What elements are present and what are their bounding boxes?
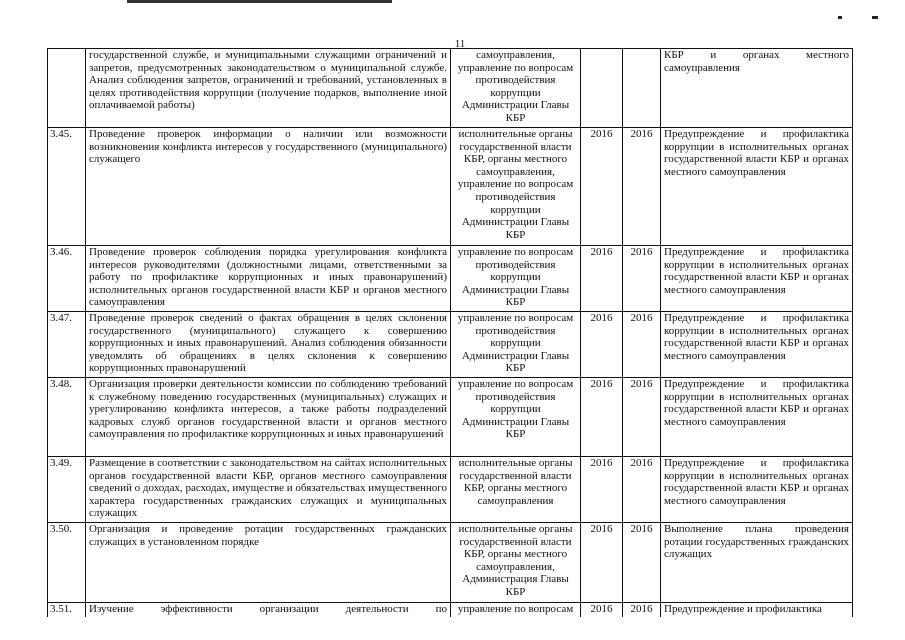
- measures-table: [47, 48, 853, 617]
- expected-result: Предупреждение и профилактика коррупции в исполнительных органах государственной власти КБР и органах местного самоуправления: [661, 128, 853, 246]
- expected-result: Предупреждение и профилактика коррупции в исполнительных органах государственной власти КБР и органах местного самоуправления: [661, 246, 853, 312]
- expected-result: Предупреждение и профилактика коррупции в исполнительных органах государственной власти КБР и органах местного самоуправления: [661, 457, 853, 523]
- end-year: 2016: [623, 603, 661, 617]
- measure-description: Организация и проведение ротации государственных гражданских служащих в установленном порядке: [86, 523, 451, 603]
- responsible-party: управление по вопросам противодействия коррупции Администрации Главы КБР: [451, 246, 581, 312]
- scan-mark: [872, 16, 878, 19]
- start-year: 2016: [581, 523, 623, 603]
- row-number: 3.50.: [48, 523, 86, 603]
- responsible-party: управление по вопросам: [451, 603, 581, 617]
- table-row: [48, 128, 853, 246]
- row-number: 3.46.: [48, 246, 86, 312]
- table-row: [48, 457, 853, 523]
- responsible-party: исполнительные органы государственной власти КБР, органы местного самоуправления: [451, 457, 581, 523]
- measure-description: Проведение проверок сведений о фактах обращения в целях склонения государственного (муниципального) служащего к совершению коррупционных и иных правонарушений. Анализ соблюдения обязанности уведомлять об обращениях в целях склонения к совершению коррупционных правонарушений: [86, 312, 451, 378]
- measure-description: Размещение в соответствии с законодательством на сайтах исполнительных органов государственной власти КБР, органов местного самоуправления сведений о доходах, расходах, имуществе и обязательствах имущественного характера государственных гражданских служащих и муниципальных служащих: [86, 457, 451, 523]
- measure-description: государственной службе, и муниципальными служащими ограничений и запретов, предусмотренных законодательством о муниципальной службе. Анализ соблюдения запретов, ограничений и требований, установленных в целях противодействия коррупции (получение подарков, выполнение иной оплачиваемой работы): [86, 49, 451, 128]
- responsible-party: исполнительные органы государственной власти КБР, органы местного самоуправления, Администрация Главы КБР: [451, 523, 581, 603]
- table-row: [48, 523, 853, 603]
- expected-result: Предупреждение и профилактика коррупции в исполнительных органах государственной власти КБР и органах местного самоуправления: [661, 378, 853, 457]
- start-year: 2016: [581, 246, 623, 312]
- start-year: 2016: [581, 312, 623, 378]
- start-year: [581, 49, 623, 128]
- row-number: 3.49.: [48, 457, 86, 523]
- measure-description: Проведение проверок соблюдения порядка урегулирования конфликта интересов руководителями (должностными лицами, ответственными за работу по профилактике коррупционных и иных правонарушений) исполнительных органов государственной власти КБР и органов местного самоуправления: [86, 246, 451, 312]
- responsible-party: управление по вопросам противодействия коррупции Администрации Главы КБР: [451, 378, 581, 457]
- table-row: [48, 312, 853, 378]
- expected-result: Предупреждение и профилактика коррупции в исполнительных органах государственной власти КБР и органах местного самоуправления: [661, 312, 853, 378]
- end-year: 2016: [623, 378, 661, 457]
- responsible-party: управление по вопросам противодействия коррупции Администрации Главы КБР: [451, 312, 581, 378]
- end-year: 2016: [623, 523, 661, 603]
- start-year: 2016: [581, 603, 623, 617]
- end-year: 2016: [623, 246, 661, 312]
- table-row: [48, 603, 853, 617]
- expected-result: КБР и органах местного самоуправления: [661, 49, 853, 128]
- measure-description: Проведение проверок информации о наличии или возможности возникновения конфликта интересов у государственного (муниципального) служащего: [86, 128, 451, 246]
- row-number: 3.48.: [48, 378, 86, 457]
- top-scan-mark: [127, 0, 392, 3]
- start-year: 2016: [581, 457, 623, 523]
- expected-result: Предупреждение и профилактика: [661, 603, 853, 617]
- measure-description: Организация проверки деятельности комиссии по соблюдению требований к служебному поведению государственных (муниципальных) служащих и урегулированию конфликта интересов, а также работы подразделений кадровых служб органов государственной власти и органов местного самоуправления по профилактике коррупционных и иных правонарушений: [86, 378, 451, 457]
- table-row: [48, 378, 853, 457]
- row-number: 3.45.: [48, 128, 86, 246]
- responsible-party: исполнительные органы государственной власти КБР, органы местного самоуправления, управление по вопросам противодействия коррупции Администрации Главы КБР: [451, 128, 581, 246]
- expected-result: Выполнение плана проведения ротации государственных гражданских служащих: [661, 523, 853, 603]
- table-row: [48, 246, 853, 312]
- row-number: 3.51.: [48, 603, 86, 617]
- row-number: [48, 49, 86, 128]
- end-year: 2016: [623, 312, 661, 378]
- page-number: 11: [454, 38, 466, 50]
- row-number: 3.47.: [48, 312, 86, 378]
- start-year: 2016: [581, 128, 623, 246]
- scan-mark: [838, 16, 842, 19]
- measure-description: Изучение эффективности организации деятельности по: [86, 603, 451, 617]
- end-year: 2016: [623, 457, 661, 523]
- end-year: [623, 49, 661, 128]
- responsible-party: самоуправления, управление по вопросам противодействия коррупции Администрации Главы КБР: [451, 49, 581, 128]
- table-row: [48, 49, 853, 128]
- end-year: 2016: [623, 128, 661, 246]
- start-year: 2016: [581, 378, 623, 457]
